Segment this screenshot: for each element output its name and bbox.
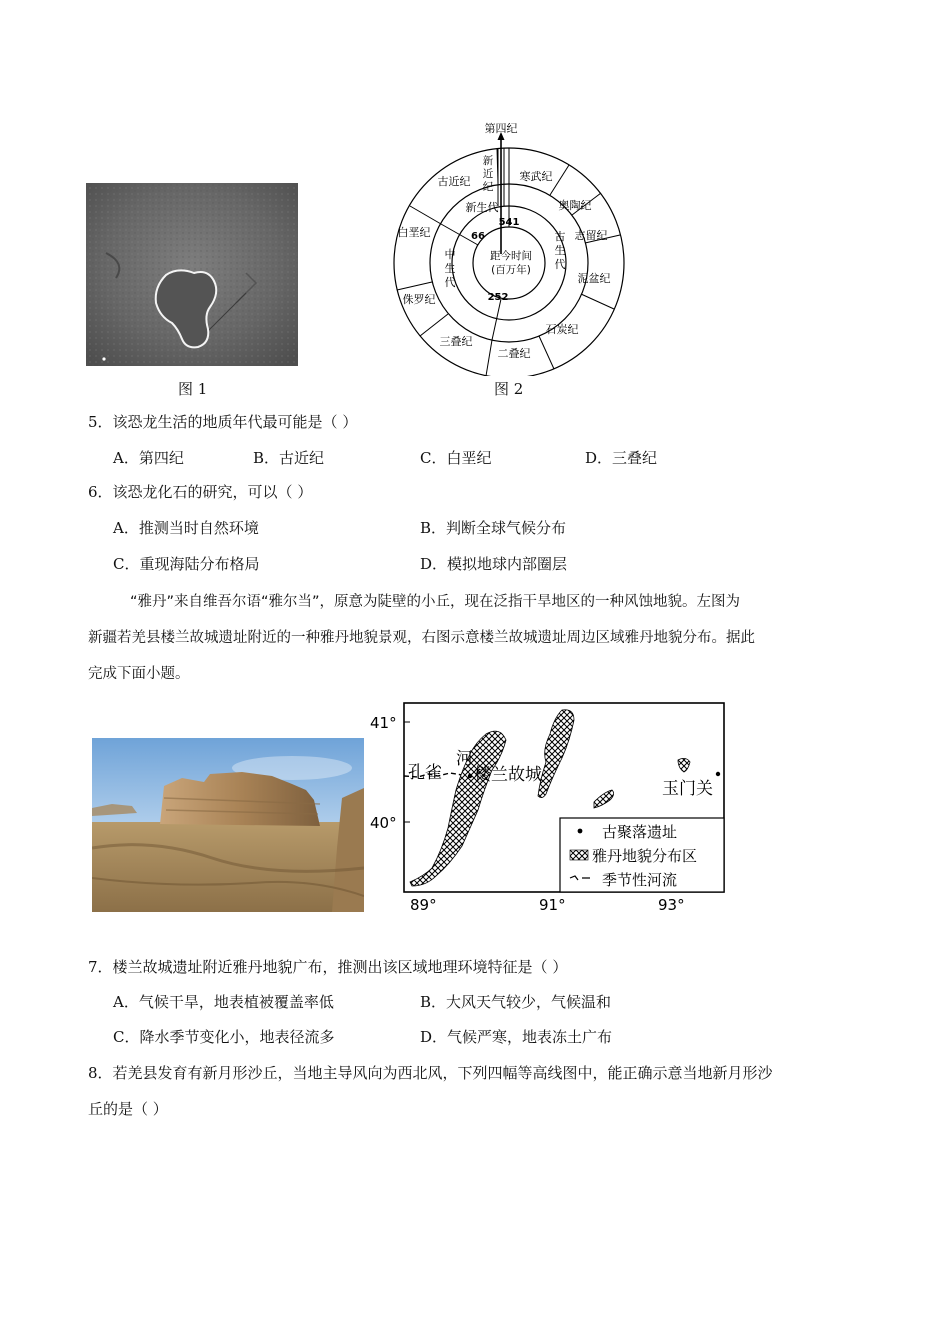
q6-option-c[interactable]: C．重现海陆分布格局 <box>113 555 260 573</box>
period-cambrian: 寒武纪 <box>519 170 553 183</box>
label-river: 河 <box>456 749 473 769</box>
legend-yardang: 雅丹地貌分布区 <box>592 847 698 865</box>
era-mesozoic-char-1: 中 <box>444 248 456 261</box>
yumenguan-dot <box>716 772 720 776</box>
q6-option-d[interactable]: D．模拟地球内部圈层 <box>420 555 568 573</box>
question-8-stem-line-2: 丘的是（ ） <box>88 1100 168 1118</box>
neogene-char-2: 近 <box>482 168 494 180</box>
lon-91: 91° <box>539 896 566 914</box>
yardang-passage <box>88 584 868 692</box>
q5-option-a[interactable]: A．第四纪 <box>113 449 184 467</box>
period-devonian: 泥盆纪 <box>577 272 611 285</box>
period-triassic: 三叠纪 <box>439 335 473 348</box>
era-cenozoic: 新生代 <box>465 201 499 214</box>
q7-option-d[interactable]: D．气候严寒，地表冻土广布 <box>420 1028 613 1046</box>
passage-line-3: 完成下面小题。 <box>88 666 190 682</box>
era-mesozoic-char-2: 生 <box>444 262 456 275</box>
q6-option-b[interactable]: B．判断全球气候分布 <box>420 519 567 537</box>
period-permian: 二叠纪 <box>497 347 531 360</box>
passage-line-2: 新疆若羌县楼兰故城遗址附近的一种雅丹地貌景观，右图示意楼兰故城遗址周边区域雅丹地貌分布。据此 <box>88 630 755 646</box>
period-ordovician: 奥陶纪 <box>558 199 592 212</box>
legend-seasonal-river: 季节性河流 <box>602 871 678 889</box>
label-yumenguan: 玉门关 <box>662 779 713 799</box>
period-cretaceous: 白垩纪 <box>397 226 431 239</box>
neogene-char-3: 纪 <box>482 181 494 193</box>
center-label-line-1: 距今时间 <box>490 250 532 262</box>
q7-option-c[interactable]: C．降水季节变化小，地表径流多 <box>113 1028 335 1046</box>
boundary-66: 66 <box>471 231 485 242</box>
question-5-stem: 5．该恐龙生活的地质年代最可能是（ ） <box>88 413 358 431</box>
q7-option-b[interactable]: B．大风天气较少，气候温和 <box>420 993 612 1011</box>
era-mesozoic-char-3: 代 <box>444 276 456 289</box>
era-paleozoic-char-3: 代 <box>554 258 566 271</box>
yardang-photo <box>92 738 364 912</box>
figure-2-caption: 图 2 <box>494 380 524 398</box>
passage-line-1: “雅丹”来自维吾尔语“雅尔当”，原意为陡壁的小丘，现在泛指干旱地区的一种风蚀地貌。左图为 <box>130 594 741 610</box>
center-label-line-2: (百万年) <box>491 264 531 276</box>
lat-41: 41° <box>370 714 397 732</box>
question-6-stem: 6．该恐龙化石的研究，可以（ ） <box>88 483 313 501</box>
q5-option-d[interactable]: D．三叠纪 <box>585 449 658 467</box>
yardang-distribution-map <box>366 700 730 916</box>
question-8-stem-line-1: 8．若羌县发育有新月形沙丘，当地主导风向为西北风，下列四幅等高线图中，能正确示意当地新月形沙 <box>88 1064 773 1082</box>
quaternary-label: 第四纪 <box>484 122 518 135</box>
figure-1-photo <box>86 183 298 366</box>
lon-93: 93° <box>658 896 685 914</box>
lon-89: 89° <box>410 896 437 914</box>
period-paleogene: 古近纪 <box>437 175 471 188</box>
boundary-252: 252 <box>487 292 509 303</box>
q6-option-a[interactable]: A．推测当时自然环境 <box>113 519 259 537</box>
lat-40: 40° <box>370 814 397 832</box>
era-paleozoic-char-1: 古 <box>554 230 566 243</box>
loulan-site-dot <box>468 774 472 778</box>
period-jurassic: 侏罗纪 <box>402 293 436 306</box>
q5-option-b[interactable]: B．古近纪 <box>253 449 325 467</box>
label-kongque: 孔雀 <box>408 763 442 783</box>
q5-option-c[interactable]: C．白垩纪 <box>420 449 492 467</box>
q7-option-a[interactable]: A．气候干旱，地表植被覆盖率低 <box>113 993 334 1011</box>
period-silurian: 志留纪 <box>574 229 608 242</box>
figure-1-caption: 图 1 <box>178 380 208 398</box>
label-loulan: 楼兰故城 <box>474 765 542 785</box>
legend-settlement: 古聚落遗址 <box>602 823 678 841</box>
era-paleozoic-char-2: 生 <box>554 244 566 257</box>
boundary-541: 541 <box>498 217 520 228</box>
question-7-stem: 7．楼兰故城遗址附近雅丹地貌广布，推测出该区域地理环境特征是（ ） <box>88 958 568 976</box>
figure-2-time-wheel <box>384 118 634 376</box>
period-carboniferous: 石炭纪 <box>545 323 579 336</box>
neogene-char-1: 新 <box>482 155 494 167</box>
